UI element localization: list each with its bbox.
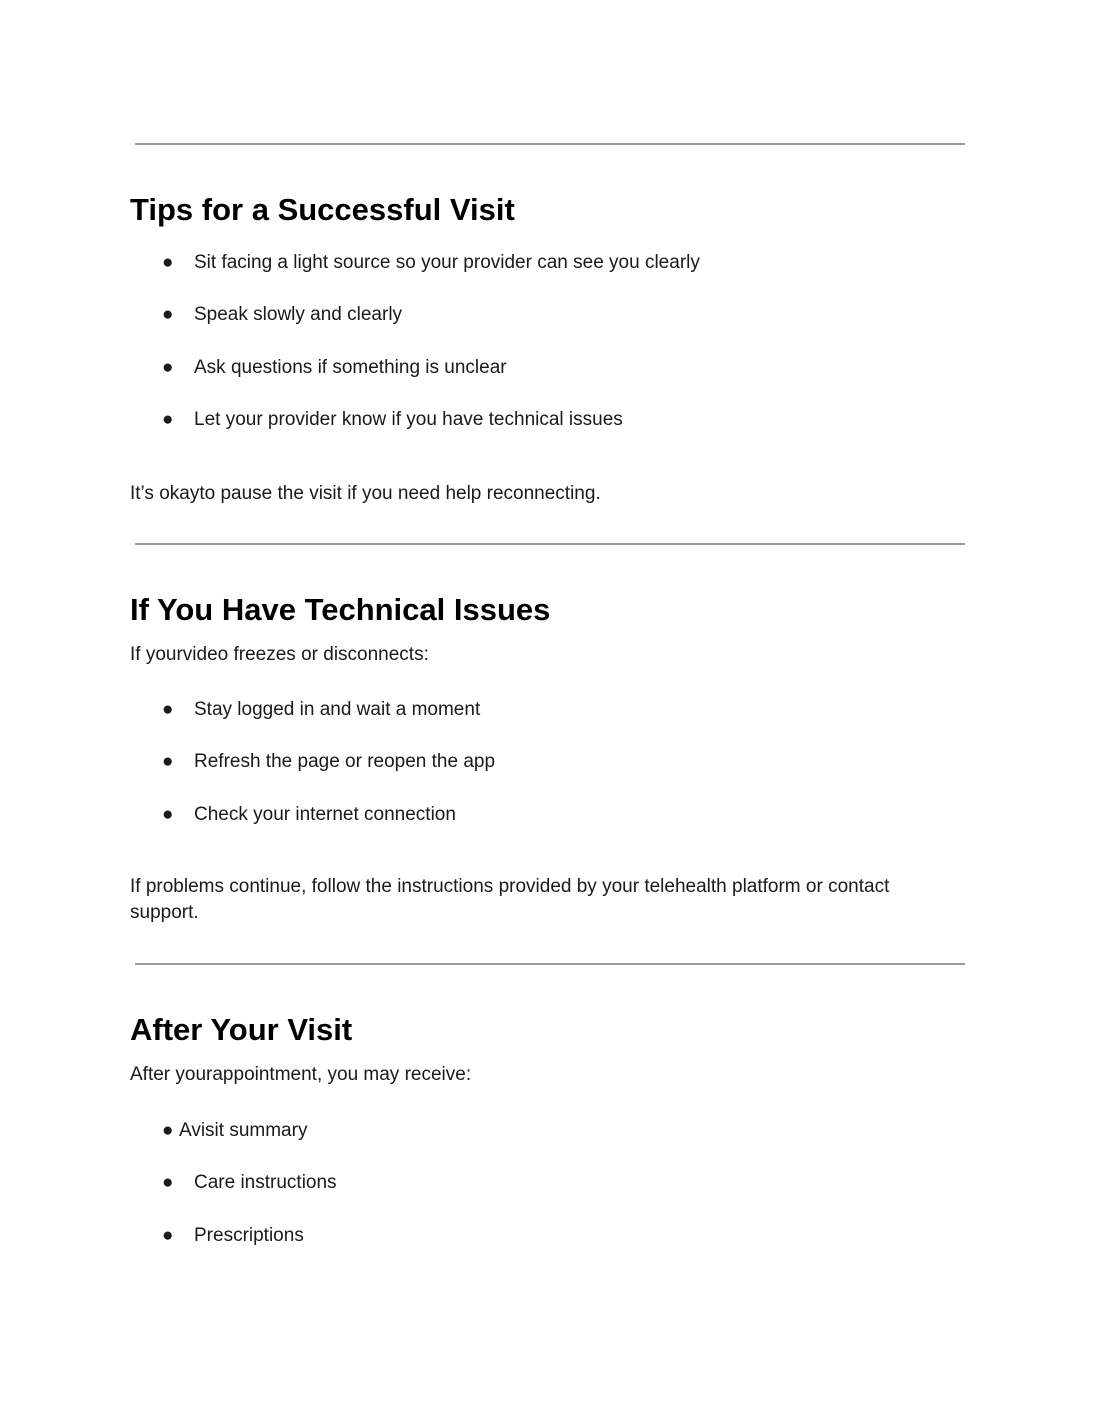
- section-heading-technical-issues: If You Have Technical Issues: [130, 592, 551, 627]
- list-item: [162, 1170, 337, 1196]
- list-item-text: Sit facing a light source so your provider can see you clearly: [194, 252, 700, 273]
- bullet-icon: ●: [162, 1225, 174, 1246]
- section-divider: [135, 963, 965, 965]
- list-item-text: Avisit summary: [179, 1120, 308, 1141]
- list-item-text: Refresh the page or reopen the app: [194, 751, 496, 772]
- list-item: [162, 749, 495, 775]
- list-item: [162, 250, 700, 276]
- bullet-icon: ●: [162, 357, 174, 378]
- list-item: [162, 802, 456, 828]
- section-note: It’s okayto pause the visit if you need help reconnecting.: [130, 483, 601, 504]
- bullet-icon: ●: [162, 751, 174, 772]
- list-item: [162, 1118, 307, 1144]
- list-item: [162, 407, 623, 433]
- section-intro: After yourappointment, you may receive:: [130, 1064, 472, 1085]
- section-intro: If yourvideo freezes or disconnects:: [130, 644, 429, 665]
- bullet-icon: ●: [162, 1172, 174, 1193]
- section-note: If problems continue, follow the instructions provided by your telehealth platform or contact support.: [130, 876, 890, 923]
- list-item: [162, 355, 507, 381]
- list-item: [162, 302, 402, 328]
- bullet-icon: ●: [162, 252, 174, 273]
- section-divider: [135, 143, 965, 145]
- list-item-text: Ask questions if something is unclear: [194, 357, 507, 378]
- bullet-icon: ●: [162, 804, 174, 825]
- section-heading-tips: Tips for a Successful Visit: [130, 192, 515, 227]
- list-item-text: Stay logged in and wait a moment: [194, 699, 481, 720]
- list-item-text: Prescriptions: [194, 1225, 304, 1246]
- list-item: [162, 1223, 304, 1249]
- section-heading-after-visit: After Your Visit: [130, 1012, 353, 1047]
- bullet-icon: ●: [162, 699, 174, 720]
- list-item-text: Let your provider know if you have technical issues: [194, 409, 623, 430]
- bullet-icon: ●: [162, 409, 174, 430]
- section-divider: [135, 543, 965, 545]
- list-item-text: Speak slowly and clearly: [194, 304, 403, 325]
- list-item: [162, 697, 480, 723]
- list-item-text: Check your internet connection: [194, 804, 456, 825]
- list-item-text: Care instructions: [194, 1172, 337, 1193]
- bullet-icon: ●: [162, 1120, 174, 1141]
- bullet-icon: ●: [162, 304, 174, 325]
